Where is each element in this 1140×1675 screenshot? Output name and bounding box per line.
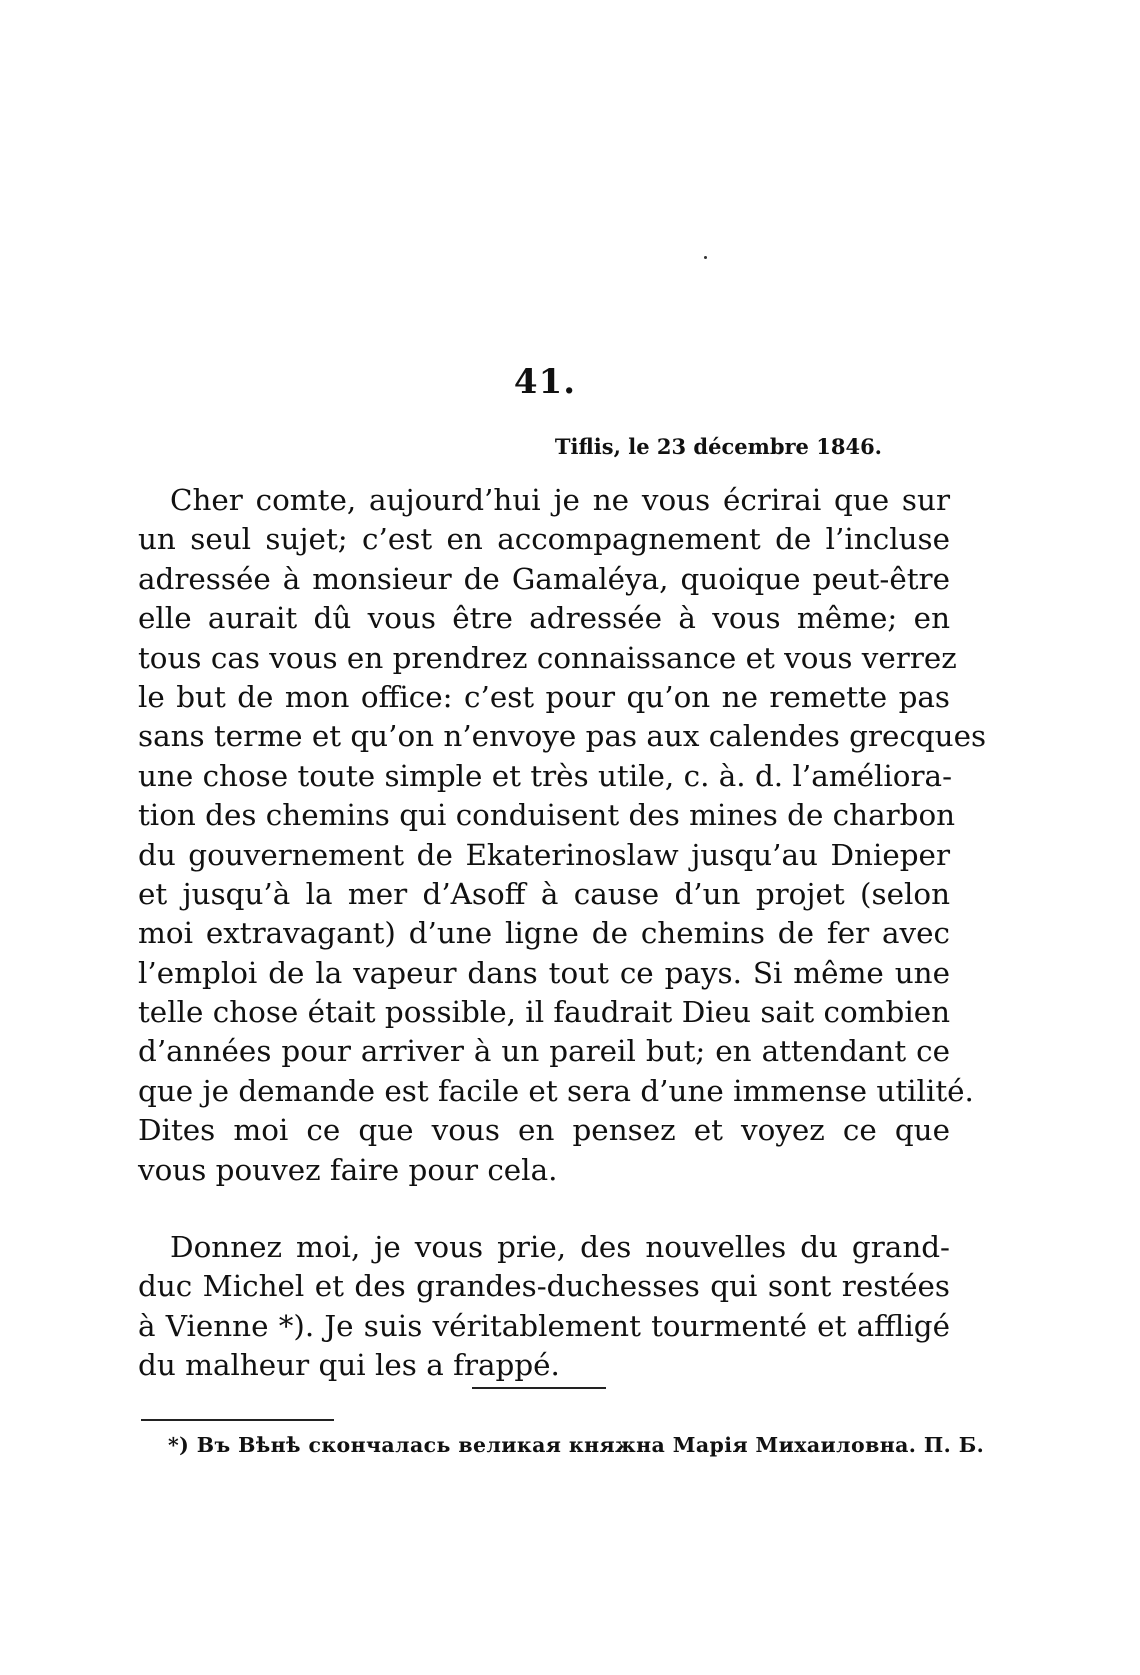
stray-mark xyxy=(704,256,707,259)
text-line: l’emploi de la vapeur dans tout ce pays. Si même une xyxy=(138,955,950,990)
text-line: et jusqu’à la mer d’Asoff à cause d’un projet (selon xyxy=(138,876,950,911)
text-line: adressée à monsieur de Gamaléya, quoique peut-être xyxy=(138,561,950,596)
text-line: sans terme et qu’on n’envoye pas aux calendes grecques xyxy=(138,719,987,754)
text-line: du gouvernement de Ekaterinoslaw jusqu’au Dnieper xyxy=(138,837,950,872)
text-line: le but de mon office: c’est pour qu’on ne remette pas xyxy=(138,679,950,714)
text-line: Donnez moi, je vous prie, des nouvelles du grand- xyxy=(170,1230,950,1264)
text-line: du malheur qui les a frappé. xyxy=(138,1348,560,1383)
text-line: un seul sujet; c’est en accompagnement de l’incluse xyxy=(138,522,950,557)
text-line: une chose toute simple et très utile, c. à. d. l’améliora- xyxy=(138,758,952,793)
footnote: *) Въ Вѣнѣ скончалась великая княжна Марія Михаиловна. П. Б. xyxy=(168,1433,985,1457)
text-line: elle aurait dû vous être adressée à vous même; en xyxy=(138,601,950,636)
footnote-rule xyxy=(141,1419,334,1421)
text-line: tion des chemins qui conduisent des mines de charbon xyxy=(138,798,956,833)
text-line: à Vienne *). Je suis véritablement tourmenté et affligé xyxy=(138,1308,950,1343)
paragraph-2 xyxy=(138,1228,950,1386)
section-divider xyxy=(472,1387,606,1389)
text-line: d’années pour arriver à un pareil but; en attendant ce xyxy=(138,1034,950,1069)
text-line: Dites moi ce que vous en pensez et voyez ce que xyxy=(138,1113,950,1148)
text-line: tous cas vous en prendrez connaissance et vous verrez xyxy=(138,640,957,675)
letter-number: 41. xyxy=(513,362,577,402)
text-line: duc Michel et des grandes-duchesses qui sont restées xyxy=(138,1269,950,1304)
text-line: Cher comte, aujourd’hui je ne vous écrirai que sur xyxy=(170,483,950,517)
text-line: que je demande est facile et sera d’une immense utilité. xyxy=(138,1073,974,1108)
dateline: Tiflis, le 23 décembre 1846. xyxy=(554,434,882,459)
text-line: moi extravagant) d’une ligne de chemins de fer avec xyxy=(138,916,950,951)
text-line: telle chose était possible, il faudrait Dieu sait combien xyxy=(138,995,951,1030)
text-line: vous pouvez faire pour cela. xyxy=(138,1152,558,1187)
paragraph-1 xyxy=(138,481,987,1190)
